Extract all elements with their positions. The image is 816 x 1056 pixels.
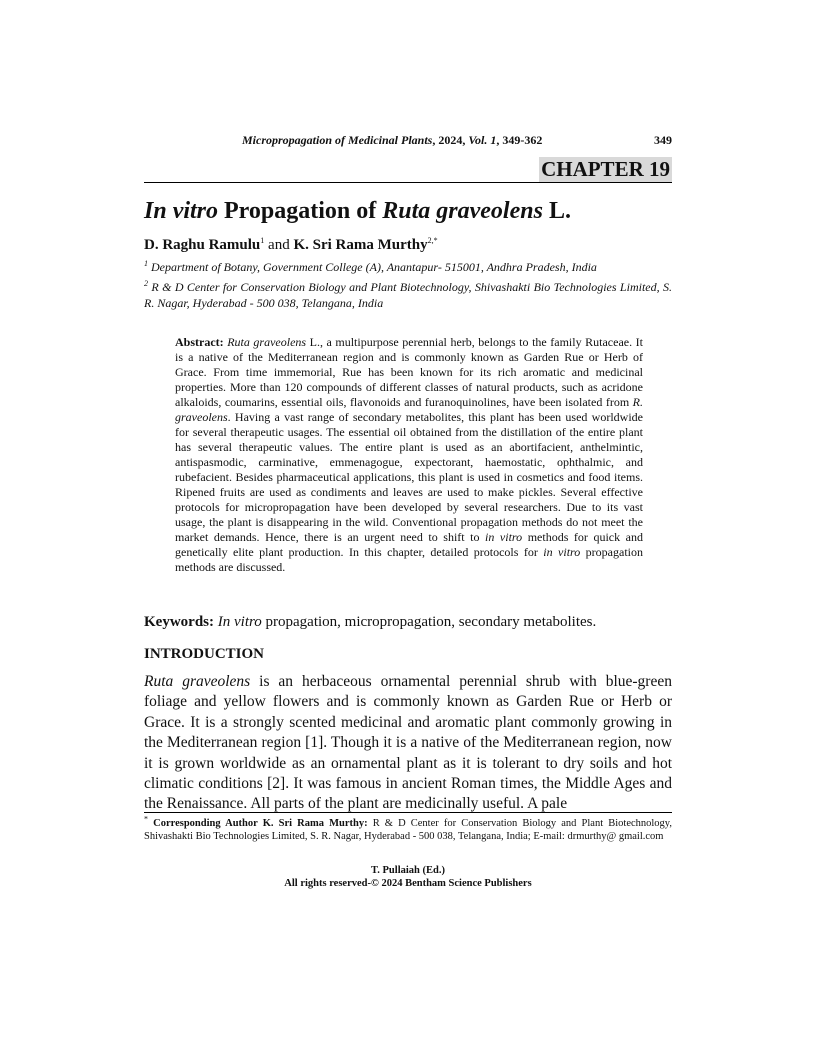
abstract-in-vitro-2: in vitro [543,545,581,559]
abstract [175,335,643,575]
affiliation-2-text: R & D Center for Conservation Biology and Plant Biotechnology, Shivashakti Bio Technologies Limited, S. R. Nagar, Hyderabad - 500 038, Telangana, India [144,280,672,310]
footnote [144,814,672,843]
abstract-text-3: methods for quick and genetically elite plant production. In this chapter, detailed protocols for [175,530,643,559]
keywords-label: Keywords: [144,614,214,630]
abstract-text-4: propagation methods are discussed. [175,545,644,574]
abstract-text-2: . Having a vast range of secondary metabolites, this plant has been used worldwide for several therapeutic usages. The essential oil obtained from the distillation of the entire plant has several therapeutic values. The entire plant is used as an abortifacient, anthelmintic, antispasmodic, carminative, emmenagogue, expectorant, haemostatic, ophthalmic, and rubefacient. Besides pharmaceutical applications, this plant is used in cosmetics and food items. Ripened fruits are used as condiments and leaves are used to make pickles. Several effective protocols for micropropagation have been developed by several researchers. Due to its vast usage, the plant is disappearing in the wild. Conventional propagation methods do not meet the market demands. Hence, there is an urgent need to shift to [175,410,643,544]
title-italic-2: Ruta graveolens [382,198,543,224]
footnote-text: R & D Center for Conservation Biology and Plant Biotechnology, Shivashakti Bio Technologies Limited, S. R. Nagar, Hyderabad - 500 038, Telangana, India; E-mail: drmurthy@ gmail.com [144,818,672,842]
journal-citation [242,133,542,148]
footnote-label: Corresponding Author K. Sri Rama Murthy: [148,818,368,829]
copyright-line: All rights reserved-© 2024 Bentham Science Publishers [284,878,532,889]
journal-year: , 2024, [432,133,469,147]
journal-title: Micropropagation of Medicinal Plants [242,133,433,147]
author-1: D. Raghu Ramulu [144,237,261,253]
author-2-affil-mark: 2,* [427,236,438,245]
title-italic-1: In vitro [144,198,219,224]
intro-species: Ruta graveolens [144,673,251,690]
affiliation-1-mark: 1 [144,259,148,268]
abstract-text-1: L., a multipurpose perennial herb, belongs to the family Rutaceae. It is a native of the Mediterranean region and is commonly known as Garden Rue or Herb of Grace. From time immemorial, Rue has been known for its rich aromatic and medicinal properties. More than 120 compounds of different classes of natural products, such as acridone alkaloids, coumarins, essential oils, flavonoids and furanoquinolines, have been isolated from [175,335,643,409]
keywords-italic: In vitro [217,614,262,630]
journal-pages: , 349-362 [496,133,543,147]
title-text-2: L. [542,198,571,224]
author-line [144,236,672,254]
affiliation-2-mark: 2 [144,279,148,288]
affiliation-2 [144,279,672,311]
editor-line: T. Pullaiah (Ed.) [371,865,445,876]
chapter-title [144,196,672,226]
author-joiner: and [264,237,294,253]
abstract-in-vitro-1: in vitro [485,530,523,544]
chapter-rule [144,182,672,183]
journal-volume: Vol. 1 [468,133,497,147]
author-1-affil-mark: 1 [260,236,265,245]
chapter-label: CHAPTER 19 [541,157,670,181]
page-number: 349 [654,133,672,147]
author-2: K. Sri Rama Murthy [293,237,428,253]
abstract-label: Abstract: [175,335,224,349]
publisher-block [144,864,672,890]
abstract-species: Ruta graveolens [227,335,307,349]
footnote-rule [144,812,672,813]
introduction-paragraph [144,672,672,815]
affiliation-1-text: Department of Botany, Government College (A), Anantapur- 515001, Andhra Pradesh, India [148,260,597,274]
keywords [144,612,672,632]
affiliation-1 [144,259,672,275]
footnote-marker: * [144,814,148,824]
section-heading-introduction: INTRODUCTION [144,646,265,662]
keywords-text: propagation, micropropagation, secondary metabolites. [261,614,597,630]
abstract-species-abbrev: R. graveolens [175,395,643,424]
intro-text: is an herbaceous ornamental perennial shrub with blue-green foliage and yellow flowers and is commonly known as Garden Rue or Herb or Grace. It is a strongly scented medicinal and aromatic plant commonly growing in the Mediterranean region [1]. Though it is a native of the Mediterranean region, now it is grown worldwide as an ornamental plant as it is tolerant to dry soils and hot climatic conditions [2]. It was famous in ancient Roman times, the Middle Ages and the Renaissance. All parts of the plant are medicinally useful. A pale [144,673,672,813]
title-text-1: Propagation of [218,198,383,224]
